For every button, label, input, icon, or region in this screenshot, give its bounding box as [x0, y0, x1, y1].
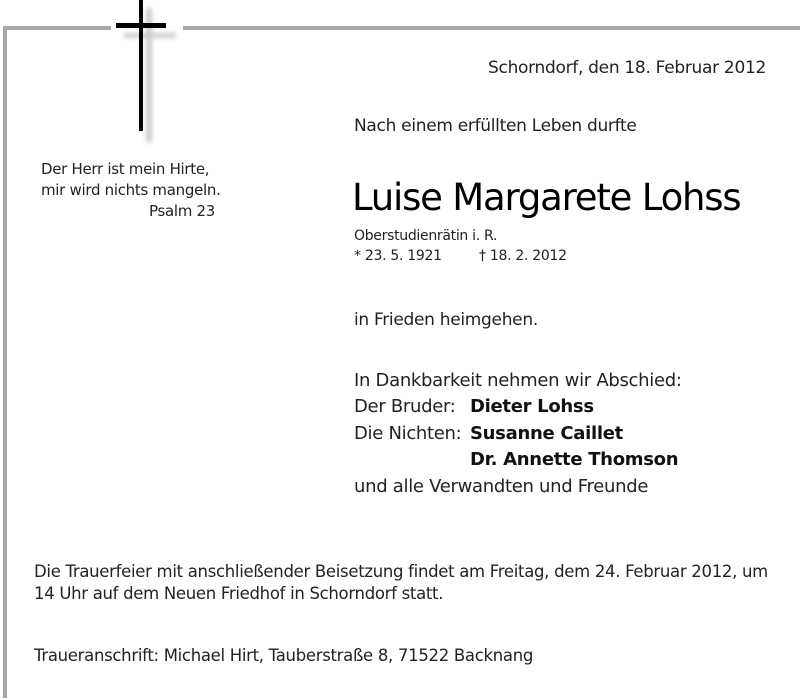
death-date: † 18. 2. 2012	[479, 248, 567, 264]
ceremony-line-2: 14 Uhr auf dem Neuen Friedhof in Schorndorf statt.	[34, 584, 444, 603]
psalm-reference: Psalm 23	[148, 202, 215, 220]
niece-name-2: Dr. Annette Thomson	[470, 449, 679, 470]
deceased-title: Oberstudienrätin i. R.	[354, 228, 498, 244]
frame-top-right	[183, 26, 800, 30]
niece-name-1: Susanne Caillet	[470, 423, 623, 444]
place-date: Schorndorf, den 18. Februar 2012	[488, 58, 766, 78]
peace-text: in Frieden heimgehen.	[354, 310, 538, 330]
birth-date: * 23. 5. 1921	[354, 248, 442, 264]
others-text: und alle Verwandten und Freunde	[354, 476, 649, 497]
mourners-heading: In Dankbarkeit nehmen wir Abschied:	[354, 370, 682, 391]
brother-label: Der Bruder:	[354, 396, 456, 417]
ceremony-line-1: Die Trauerfeier mit anschließender Beisetzung findet am Freitag, dem 24. Februar 2012, um	[34, 562, 768, 581]
deceased-name: Luise Margarete Lohss	[352, 176, 741, 219]
cross-icon	[0, 0, 200, 150]
mourning-address: Traueranschrift: Michael Hirt, Tauberstraße 8, 71522 Backnang	[34, 646, 534, 665]
nieces-label: Die Nichten:	[354, 423, 462, 444]
psalm-line-1: Der Herr ist mein Hirte,	[41, 160, 210, 178]
brother-name: Dieter Lohss	[470, 396, 594, 417]
psalm-line-2: mir wird nichts mangeln.	[41, 181, 221, 199]
intro-text: Nach einem erfüllten Leben durfte	[354, 116, 637, 136]
